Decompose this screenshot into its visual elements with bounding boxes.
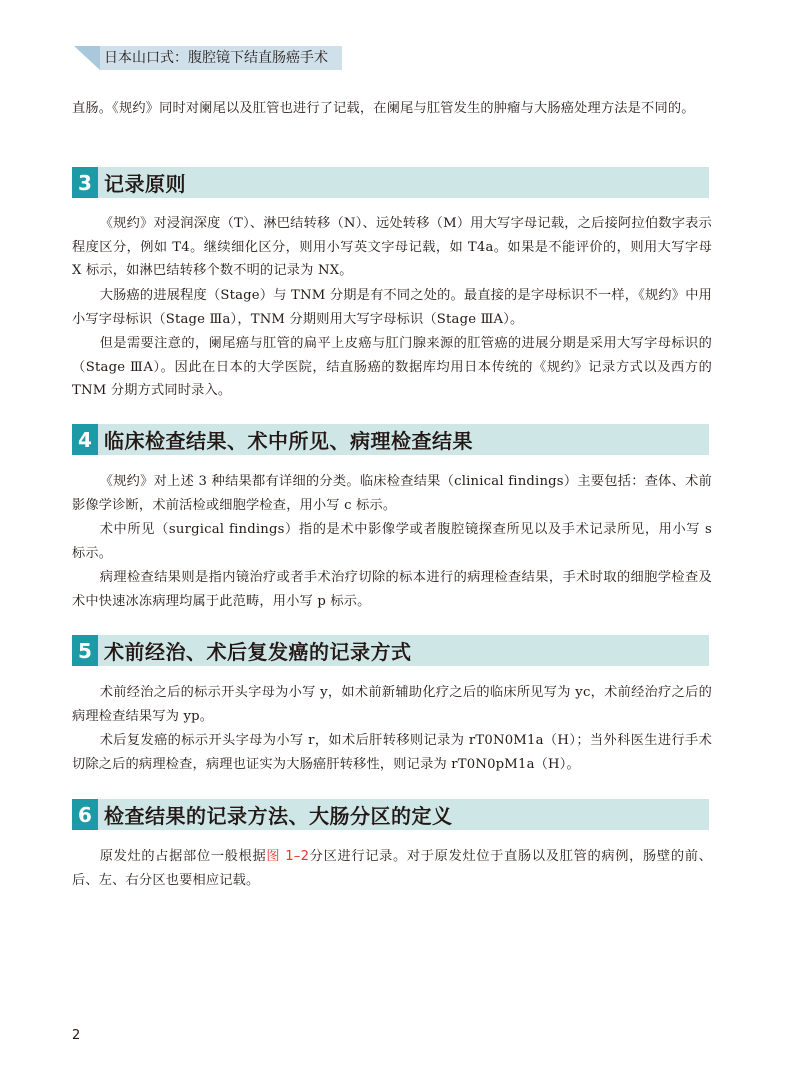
section-4-paragraph-3: 病理检查结果则是指内镜治疗或者手术治疗切除的标本进行的病理检查结果，手术时取的细胞学检查及术中快速冰冻病理均属于此范畴，用小写 p 标示。 bbox=[72, 570, 712, 609]
section-3-paragraph-2: 大肠癌的进展程度（Stage）与 TNM 分期是有不同之处的。最直接的是字母标识不一样，《规约》中用小写字母标识（Stage Ⅲa），TNM 分期则用大写字母标识（Stage ⅢA）。 bbox=[72, 288, 712, 327]
section-title: 术前经治、术后复发癌的记录方式 bbox=[104, 640, 412, 664]
section-3-paragraph-3: 但是需要注意的，阑尾癌与肛管的扁平上皮癌与肛门腺来源的肛管癌的进展分期是采用大写字母标识的（Stage ⅢA）。因此在日本的大学医院，结直肠癌的数据库均用日本传统的《规约》记录方式以及西方的 TNM 分期方式同时录入。 bbox=[72, 336, 712, 398]
section-5-heading bbox=[72, 635, 709, 666]
running-header bbox=[74, 46, 342, 70]
section-6-heading bbox=[72, 799, 709, 830]
page-number: 2 bbox=[72, 1028, 81, 1043]
section-title: 记录原则 bbox=[104, 172, 186, 196]
paragraph-text: 分区进行记录。对于原发灶位于直肠以及肛管的病例，肠壁的前、后、左、右分区也要相应记载。 bbox=[72, 849, 712, 888]
section-number: 5 bbox=[72, 635, 98, 666]
figure-reference-link[interactable]: 图 1–2 bbox=[266, 849, 310, 864]
section-title: 检查结果的记录方法、大肠分区的定义 bbox=[104, 804, 453, 828]
section-3-paragraph-1: 《规约》对浸润深度（T）、淋巴结转移（N）、远处转移（M）用大写字母记载，之后接阿拉伯数字表示程度区分，例如 T4。继续细化区分，则用小写英文字母记载，如 T4a。如果是不能评价的，则用大写字母 X 标示，如淋巴结转移个数不明的记录为 NX。 bbox=[72, 216, 712, 278]
section-5-paragraph-2: 术后复发癌的标示开头字母为小写 r，如术后肝转移则记录为 rT0N0M1a（H）；当外科医生进行手术切除之后的病理检查，病理也证实为大肠癌肝转移性，则记录为 rT0N0pM1a（H）。 bbox=[72, 733, 712, 772]
section-6-paragraph-1 bbox=[72, 845, 712, 892]
section-title: 临床检查结果、术中所见、病理检查结果 bbox=[104, 429, 473, 453]
section-4-paragraph-2: 术中所见（surgical findings）指的是术中影像学或者腹腔镜探查所见以及手术记录所见，用小写 s 标示。 bbox=[72, 522, 712, 561]
section-number: 3 bbox=[72, 167, 98, 198]
paragraph-text: 原发灶的占据部位一般根据 bbox=[99, 849, 267, 864]
section-3-heading bbox=[72, 167, 709, 198]
section-5-paragraph-1: 术前经治之后的标示开头字母为小写 y，如术前新辅助化疗之后的临床所见写为 yc，术前经治疗之后的病理检查结果写为 yp。 bbox=[72, 685, 712, 724]
section-number: 4 bbox=[72, 424, 98, 455]
section-4-paragraph-1: 《规约》对上述 3 种结果都有详细的分类。临床检查结果（clinical findings）主要包括：查体、术前影像学诊断，术前活检或细胞学检查，用小写 c 标示。 bbox=[72, 474, 712, 513]
running-title: 日本山口式：腹腔镜下结直肠癌手术 bbox=[100, 46, 342, 70]
section-number: 6 bbox=[72, 799, 98, 830]
header-tab-corner bbox=[74, 46, 100, 70]
intro-paragraph: 直肠。《规约》同时对阑尾以及肛管也进行了记载，在阑尾与肛管发生的肿瘤与大肠癌处理方法是不同的。 bbox=[72, 101, 695, 116]
section-4-heading bbox=[72, 424, 709, 455]
